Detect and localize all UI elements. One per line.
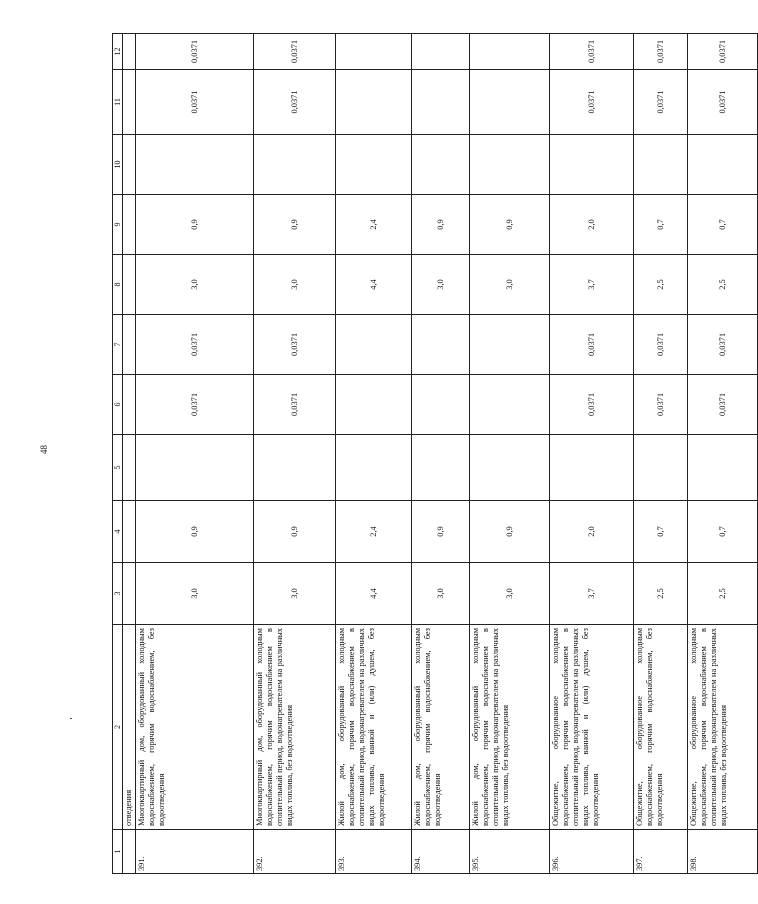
value-cell: 2,5 bbox=[634, 563, 688, 625]
value-cell: 0,0371 bbox=[136, 315, 254, 375]
empty-cell bbox=[123, 34, 136, 70]
value-cell: 0,0371 bbox=[550, 375, 634, 435]
empty-cell bbox=[123, 501, 136, 563]
row-description: Общежитие, оборудованное холодным водоснабжением, горячим водоснабжением, без водоотведения bbox=[634, 625, 688, 830]
continuation-row bbox=[123, 34, 136, 874]
value-cell: 2,5 bbox=[688, 563, 758, 625]
empty-cell bbox=[123, 70, 136, 135]
value-cell: 0,0371 bbox=[634, 34, 688, 70]
value-cell: 0,7 bbox=[688, 195, 758, 255]
value-cell bbox=[336, 34, 412, 70]
value-cell bbox=[336, 315, 412, 375]
value-cell: 3,0 bbox=[470, 563, 550, 625]
row-number: 391. bbox=[136, 830, 254, 874]
value-cell: 2,4 bbox=[336, 501, 412, 563]
value-cell bbox=[634, 135, 688, 195]
value-cell: 0,0371 bbox=[254, 70, 336, 135]
value-cell: 0,0371 bbox=[634, 70, 688, 135]
column-number-cell: 11 bbox=[113, 70, 123, 135]
row-number: 392. bbox=[254, 830, 336, 874]
value-cell: 3,0 bbox=[254, 255, 336, 315]
value-cell bbox=[336, 435, 412, 501]
empty-cell bbox=[123, 563, 136, 625]
value-cell bbox=[470, 34, 550, 70]
value-cell: 3,0 bbox=[412, 255, 470, 315]
value-cell: 2,0 bbox=[550, 501, 634, 563]
value-cell: 0,0371 bbox=[634, 375, 688, 435]
page-number: 48 bbox=[39, 445, 49, 454]
row-description: Жилой дом, оборудованный холодным водоснабжением, горячим водоснабжением, без водоотведения bbox=[412, 625, 470, 830]
value-cell: 0,0371 bbox=[136, 70, 254, 135]
table-row bbox=[412, 34, 470, 874]
value-cell: 0,0371 bbox=[688, 70, 758, 135]
value-cell: 2,5 bbox=[688, 255, 758, 315]
row-number: 397. bbox=[634, 830, 688, 874]
value-cell bbox=[634, 435, 688, 501]
empty-cell bbox=[123, 195, 136, 255]
empty-cell bbox=[123, 830, 136, 874]
value-cell: 0,0371 bbox=[254, 315, 336, 375]
value-cell bbox=[336, 70, 412, 135]
value-cell: 0,7 bbox=[688, 501, 758, 563]
scan-speck bbox=[70, 718, 72, 719]
table-row bbox=[136, 34, 254, 874]
value-cell bbox=[336, 135, 412, 195]
value-cell: 0,0371 bbox=[688, 315, 758, 375]
row-description: Жилой дом, оборудованный холодным водоснабжением, горячим водоснабжением в отопительный период, водонагревателем на различных видах топлива, ванной и (или) душем, без водоотведения bbox=[336, 625, 412, 830]
value-cell bbox=[470, 135, 550, 195]
value-cell: 0,0371 bbox=[254, 34, 336, 70]
row-number: 395. bbox=[470, 830, 550, 874]
table-row bbox=[470, 34, 550, 874]
value-cell bbox=[254, 135, 336, 195]
value-cell: 3,0 bbox=[136, 563, 254, 625]
column-number-row bbox=[113, 34, 123, 874]
value-cell: 0,9 bbox=[412, 501, 470, 563]
value-cell bbox=[550, 135, 634, 195]
value-cell: 0,9 bbox=[412, 195, 470, 255]
value-cell bbox=[470, 70, 550, 135]
empty-cell bbox=[123, 135, 136, 195]
row-description: Многоквартирный дом, оборудованный холодным водоснабжением, горячим водоснабжением в отопительный период, водонагревателем на различных видах топлива, без водоотведения bbox=[254, 625, 336, 830]
value-cell: 2,5 bbox=[634, 255, 688, 315]
empty-cell bbox=[123, 315, 136, 375]
value-cell: 0,0371 bbox=[688, 34, 758, 70]
table-row bbox=[254, 34, 336, 874]
row-number: 396. bbox=[550, 830, 634, 874]
value-cell: 4,4 bbox=[336, 255, 412, 315]
value-cell: 0,9 bbox=[254, 195, 336, 255]
value-cell bbox=[470, 315, 550, 375]
value-cell bbox=[412, 34, 470, 70]
value-cell: 0,0371 bbox=[550, 315, 634, 375]
norms-table bbox=[112, 33, 758, 874]
value-cell: 0,9 bbox=[254, 501, 336, 563]
table-row bbox=[688, 34, 758, 874]
value-cell bbox=[336, 375, 412, 435]
row-description: Общежитие, оборудованное холодным водоснабжением, горячим водоснабжением в отопительный период, водонагревателем на различных видах топлива, ванной и (или) душем, без водоотведения bbox=[550, 625, 634, 830]
value-cell bbox=[136, 135, 254, 195]
row-description: Общежитие, оборудованное холодным водоснабжением, горячим водоснабжением в отопительный период, водонагревателем на различных видах топлива, без водоотведения bbox=[688, 625, 758, 830]
rotated-table-container bbox=[112, 34, 728, 874]
value-cell bbox=[136, 435, 254, 501]
row-number: 398. bbox=[688, 830, 758, 874]
value-cell: 0,9 bbox=[136, 501, 254, 563]
value-cell bbox=[688, 435, 758, 501]
table-body bbox=[113, 34, 758, 874]
value-cell: 3,7 bbox=[550, 563, 634, 625]
value-cell: 0,0371 bbox=[136, 375, 254, 435]
value-cell: 0,0371 bbox=[136, 34, 254, 70]
value-cell: 0,0371 bbox=[634, 315, 688, 375]
value-cell bbox=[550, 435, 634, 501]
value-cell: 3,7 bbox=[550, 255, 634, 315]
column-number-cell: 7 bbox=[113, 315, 123, 375]
column-number-cell: 5 bbox=[113, 435, 123, 501]
value-cell: 3,0 bbox=[254, 563, 336, 625]
value-cell: 0,7 bbox=[634, 501, 688, 563]
value-cell bbox=[412, 375, 470, 435]
value-cell: 0,0371 bbox=[550, 70, 634, 135]
value-cell: 3,0 bbox=[136, 255, 254, 315]
row-description: Жилой дом, оборудованный холодным водоснабжением, горячим водоснабжением в отопительный период, водонагревателем на различных видах топлива, без водоотведения bbox=[470, 625, 550, 830]
value-cell: 0,9 bbox=[470, 501, 550, 563]
value-cell: 0,0371 bbox=[688, 375, 758, 435]
value-cell: 0,0371 bbox=[550, 34, 634, 70]
value-cell bbox=[470, 435, 550, 501]
continuation-text: отведения bbox=[123, 625, 136, 830]
value-cell: 0,9 bbox=[136, 195, 254, 255]
table-row bbox=[336, 34, 412, 874]
table-row bbox=[634, 34, 688, 874]
value-cell bbox=[412, 315, 470, 375]
value-cell: 0,0371 bbox=[254, 375, 336, 435]
value-cell bbox=[412, 135, 470, 195]
table-row bbox=[550, 34, 634, 874]
value-cell: 4,4 bbox=[336, 563, 412, 625]
column-number-cell: 6 bbox=[113, 375, 123, 435]
row-number: 393. bbox=[336, 830, 412, 874]
value-cell: 3,0 bbox=[470, 255, 550, 315]
value-cell bbox=[412, 70, 470, 135]
row-description: Многоквартирный дом, оборудованный холодным водоснабжением, горячим водоснабжением, без водоотведения bbox=[136, 625, 254, 830]
value-cell bbox=[412, 435, 470, 501]
empty-cell bbox=[123, 435, 136, 501]
column-number-cell: 8 bbox=[113, 255, 123, 315]
column-number-cell: 4 bbox=[113, 501, 123, 563]
column-number-cell: 3 bbox=[113, 563, 123, 625]
row-number: 394. bbox=[412, 830, 470, 874]
column-number-cell: 9 bbox=[113, 195, 123, 255]
value-cell: 2,4 bbox=[336, 195, 412, 255]
empty-cell bbox=[123, 375, 136, 435]
value-cell: 0,7 bbox=[634, 195, 688, 255]
empty-cell bbox=[123, 255, 136, 315]
column-number-cell: 10 bbox=[113, 135, 123, 195]
value-cell: 3,0 bbox=[412, 563, 470, 625]
column-number-cell: 12 bbox=[113, 34, 123, 70]
value-cell: 2,0 bbox=[550, 195, 634, 255]
value-cell bbox=[470, 375, 550, 435]
value-cell bbox=[254, 435, 336, 501]
value-cell bbox=[688, 135, 758, 195]
column-number-cell: 1 bbox=[113, 830, 123, 874]
value-cell: 0,9 bbox=[470, 195, 550, 255]
column-number-cell: 2 bbox=[113, 625, 123, 830]
